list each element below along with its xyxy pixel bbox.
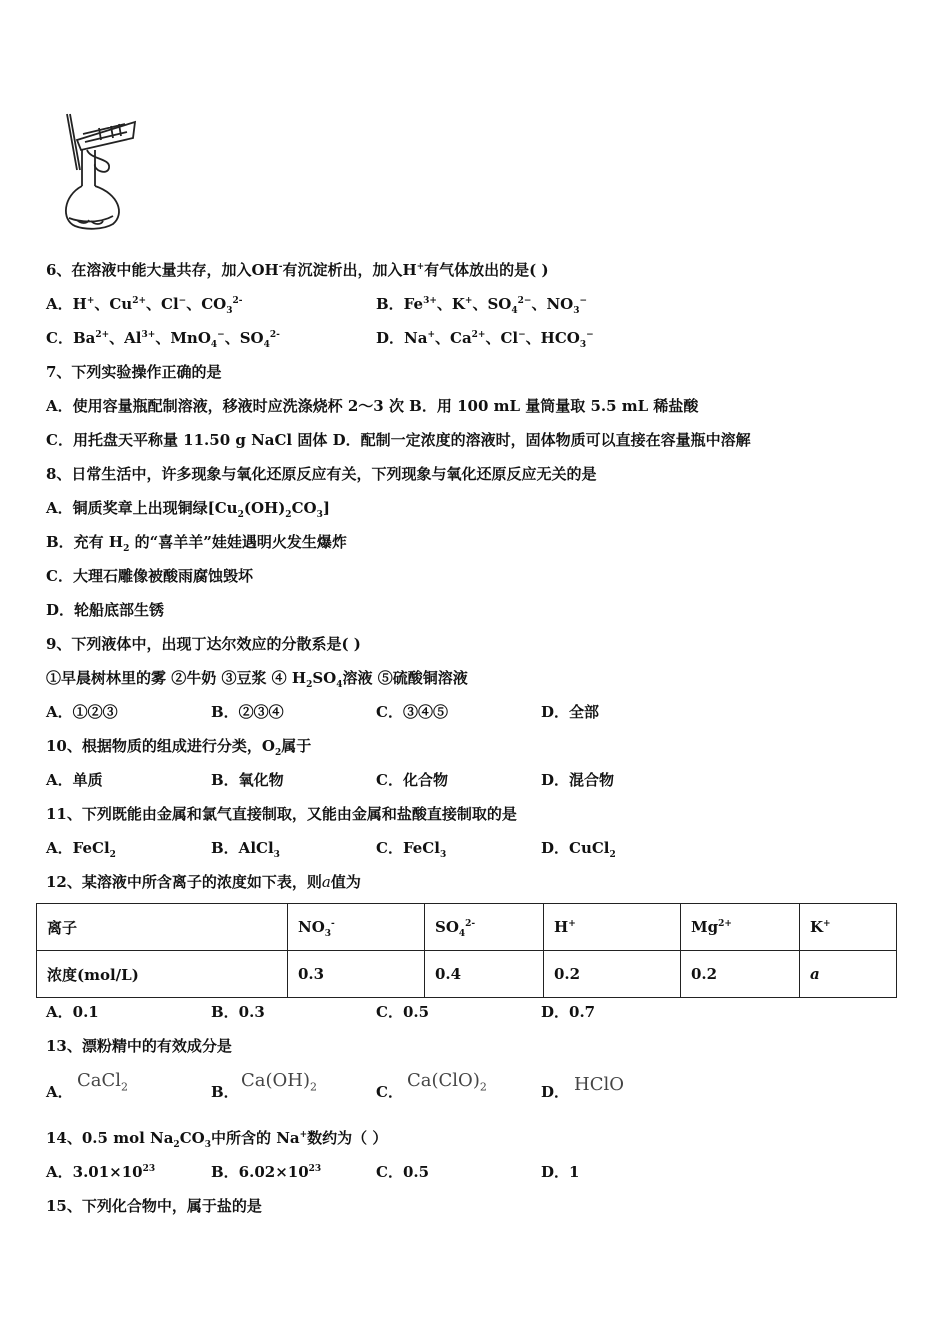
question-9-items: ①早晨树林里的雾 ②牛奶 ③豆浆 ④ $H_2SO_4$溶液 ⑤硫酸铜溶液: [46, 669, 468, 690]
question-10-option-a: A．单质: [46, 771, 103, 789]
table-cell: 0.2: [681, 951, 800, 998]
question-8-option-c: C．大理石雕像被酸雨腐蚀毁坏: [46, 567, 253, 585]
question-6-option-b: B．$Fe^{3+}$、K+、$SO_4^{2-}$、$NO_3^-$: [376, 295, 588, 316]
question-12-option-b: B．0.3: [211, 1003, 265, 1021]
question-12-option-c: C．0.5: [376, 1003, 430, 1021]
question-12-option-d: D．0.7: [541, 1003, 596, 1021]
table-row: [37, 951, 897, 998]
table-cell: $NO_3^-$: [288, 904, 425, 951]
question-9-option-b: B．②③④: [211, 703, 284, 721]
question-14-stem: 14、0.5 mol $Na_2CO_3$中所含的 Na+数约为（ ）: [46, 1129, 388, 1150]
question-12-option-a: A．0.1: [46, 1003, 99, 1021]
question-8-option-a: A．铜质奖章上出现铜绿$[Cu_2(OH)_2CO_3]$: [46, 499, 330, 520]
question-13-option-b-label: B．: [211, 1083, 239, 1101]
question-13-option-b-formula: $Ca(OH)_2$: [241, 1070, 318, 1094]
question-6-option-c: C．$Ba^{2+}$、$Al^{3+}$、MnO$_4$−、$SO_4^{2-}$: [46, 329, 280, 350]
question-6-option-d: D．Na+、$Ca^{2+}$、Cl−、$HCO_3^-$: [376, 329, 594, 350]
question-7-options-cd: C．用托盘天平称量 11.50 g NaCl 固体 D．配制一定浓度的溶液时，固体物质可以直接在容量瓶中溶解: [46, 431, 751, 449]
question-13-option-a-formula: CaCl$_2$: [77, 1070, 129, 1094]
question-11-option-c: C．FeCl$_3$: [376, 839, 447, 860]
question-13-option-d-label: D．: [541, 1083, 570, 1101]
ion-concentration-table: [36, 903, 897, 998]
question-6-stem: 6、在溶液中能大量共存，加入OH-有沉淀析出，加入H+有气体放出的是( ): [46, 261, 549, 279]
question-13-stem: 13、漂粉精中的有效成分是: [46, 1037, 232, 1055]
table-cell: 0.3: [288, 951, 425, 998]
question-10-option-d: D．混合物: [541, 771, 615, 789]
table-cell: $SO_4^{2-}$: [425, 904, 544, 951]
question-11-option-d: D．CuCl$_2$: [541, 839, 616, 860]
question-8-stem: 8、日常生活中，许多现象与氧化还原反应有关，下列现象与氧化还原反应无关的是: [46, 465, 597, 483]
table-row: [37, 904, 897, 951]
question-7-stem: 7、下列实验操作正确的是: [46, 363, 222, 381]
question-11-stem: 11、下列既能由金属和氯气直接制取，又能由金属和盐酸直接制取的是: [46, 805, 517, 823]
question-14-option-c: C．0.5: [376, 1163, 430, 1181]
question-9-stem: 9、下列液体中，出现丁达尔效应的分散系是( ): [46, 635, 361, 653]
question-11-option-b: B．AlCl$_3$: [211, 839, 280, 860]
question-13-option-d-formula: HClO: [574, 1074, 624, 1095]
question-11-option-a: A．FeCl$_2$: [46, 839, 116, 860]
question-10-option-b: B．氧化物: [211, 771, 284, 789]
question-8-option-d: D．轮船底部生锈: [46, 601, 165, 619]
table-cell: $Mg^{2+}$: [681, 904, 800, 951]
question-13-option-c-formula: $Ca(ClO)_2$: [407, 1070, 487, 1094]
table-cell: 0.4: [425, 951, 544, 998]
question-9-option-c: C．③④⑤: [376, 703, 448, 721]
question-8-option-b: B．充有 $H_2$ 的“喜羊羊”娃娃遇明火发生爆炸: [46, 533, 347, 554]
question-13-option-a-label: A．: [46, 1083, 73, 1101]
table-header-ion: 离子: [37, 904, 288, 951]
question-9-option-a: A．①②③: [46, 703, 118, 721]
question-10-option-c: C．化合物: [376, 771, 448, 789]
question-7-options-ab: A．使用容量瓶配制溶液，移液时应洗涤烧杯 2～3 次 B．用 100 mL 量筒量取 5.5 mL 稀盐酸: [46, 397, 699, 415]
question-15-stem: 15、下列化合物中，属于盐的是: [46, 1197, 262, 1215]
volumetric-flask-figure: [55, 110, 145, 235]
table-cell: K+: [800, 904, 897, 951]
volumetric-flask-with-label-icon: [55, 110, 145, 235]
table-cell: H+: [544, 904, 681, 951]
table-cell: 0.2: [544, 951, 681, 998]
table-header-concentration: 浓度(mol/L): [37, 951, 288, 998]
question-6-option-a: A．H+、$Cu^{2+}$、Cl−、$CO_3^{2-}$: [46, 295, 243, 316]
question-14-option-a: A．$3.01\times 10^{23}$: [46, 1163, 156, 1181]
table-cell: a: [800, 951, 897, 998]
question-13-option-c-label: C．: [376, 1083, 403, 1101]
question-12-stem: 12、某溶液中所含离子的浓度如下表，则a值为: [46, 873, 361, 891]
question-14-option-b: B．$6.02\times 10^{23}$: [211, 1163, 322, 1181]
question-9-option-d: D．全部: [541, 703, 600, 721]
question-14-option-d: D．1: [541, 1163, 580, 1181]
question-10-stem: 10、根据物质的组成进行分类，$O_2$属于: [46, 737, 312, 758]
